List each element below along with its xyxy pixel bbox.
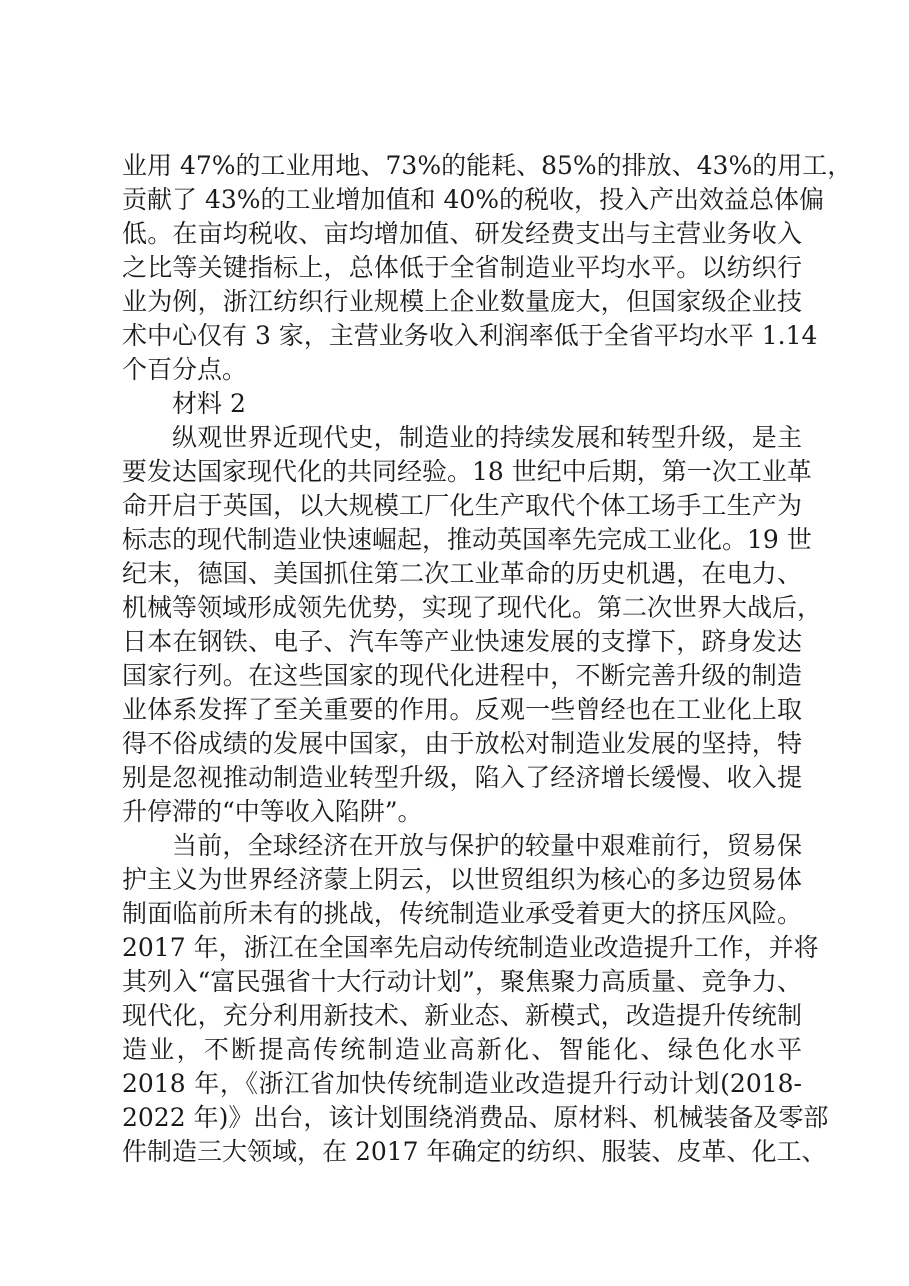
text-line: 纪末，德国、美国抓住第二次工业革命的历史机遇，在电力、: [122, 559, 802, 588]
text-line: 业用 47%的工业用地、73%的能耗、85%的排放、43%的用工，: [122, 151, 853, 180]
text-line: 业为例，浙江纺织行业规模上企业数量庞大，但国家级企业技: [122, 287, 802, 316]
text-line: 制面临前所未有的挑战，传统制造业承受着更大的挤压风险。: [122, 899, 802, 928]
text-line: 2022 年)》出台，该计划围绕消费品、原材料、机械装备及零部: [122, 1103, 829, 1132]
text-line: 术中心仅有 3 家，主营业务收入利润率低于全省平均水平 1.14: [122, 321, 818, 350]
text-line: 2018 年，《浙江省加快传统制造业改造提升行动计划(2018-: [122, 1069, 802, 1098]
text-line: 2017 年，浙江在全国率先启动传统制造业改造提升工作，并将: [122, 933, 819, 962]
section-heading: 材料 2: [172, 389, 246, 418]
text-line: 标志的现代制造业快速崛起，推动英国率先完成工业化。19 世: [122, 525, 812, 554]
text-line: 件制造三大领域，在 2017 年确定的纺织、服装、皮革、化工、: [122, 1137, 827, 1166]
text-line: 贡献了 43%的工业增加值和 40%的税收，投入产出效益总体偏: [122, 185, 825, 214]
text-line: 个百分点。: [122, 355, 248, 384]
text-line: 护主义为世界经济蒙上阴云，以世贸组织为核心的多边贸易体: [122, 865, 802, 894]
text-line: 造业，不断提高传统制造业高新化、智能化、绿色化水平: [122, 1035, 802, 1064]
text-line: 机械等领域形成领先优势，实现了现代化。第二次世界大战后，: [122, 593, 823, 622]
text-line: 国家行列。在这些国家的现代化进程中，不断完善升级的制造: [122, 661, 802, 690]
text-line: 现代化，充分利用新技术、新业态、新模式，改造提升传统制: [122, 1001, 802, 1030]
text-line: 命开启于英国，以大规模工厂化生产取代个体工场手工生产为: [122, 491, 802, 520]
text-line: 当前，全球经济在开放与保护的较量中艰难前行，贸易保: [172, 831, 802, 860]
text-line: 得不俗成绩的发展中国家，由于放松对制造业发展的坚持，特: [122, 729, 802, 758]
text-line: 别是忽视推动制造业转型升级，陷入了经济增长缓慢、收入提: [122, 763, 802, 792]
text-line: 之比等关键指标上，总体低于全省制造业平均水平。以纺织行: [122, 253, 802, 282]
text-line: 纵观世界近现代史，制造业的持续发展和转型升级，是主: [172, 423, 802, 452]
text-line: 低。在亩均税收、亩均增加值、研发经费支出与主营业务收入: [122, 219, 802, 248]
text-line: 日本在钢铁、电子、汽车等产业快速发展的支撑下，跻身发达: [122, 627, 802, 656]
text-line: 其列入“富民强省十大行动计划”，聚焦聚力高质量、竞争力、: [122, 967, 802, 996]
text-line: 要发达国家现代化的共同经验。18 世纪中后期，第一次工业革: [122, 457, 812, 486]
text-line: 业体系发挥了至关重要的作用。反观一些曾经也在工业化上取: [122, 695, 802, 724]
text-line: 升停滞的“中等收入陷阱”。: [122, 797, 423, 826]
